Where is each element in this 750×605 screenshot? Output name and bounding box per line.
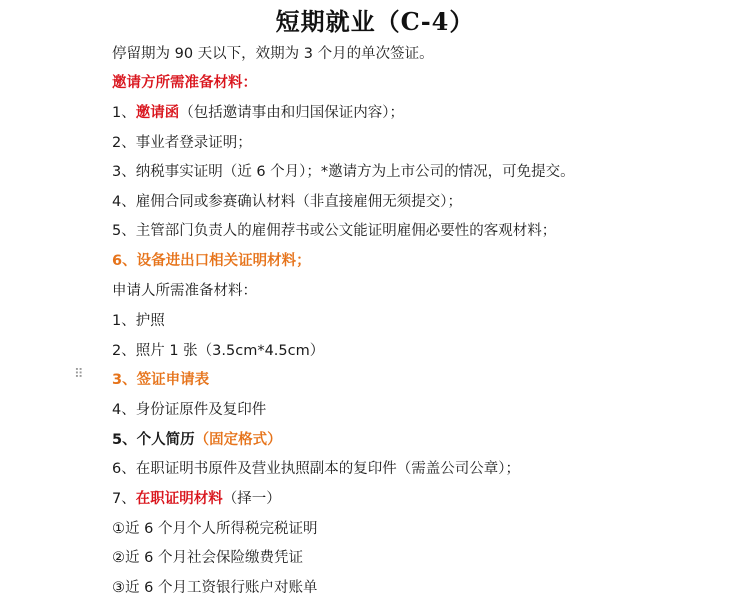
item-number: 6、 bbox=[112, 253, 137, 269]
applicant-item-1 bbox=[112, 311, 165, 331]
item-text: 设备进出口相关证明材料； bbox=[136, 253, 311, 269]
applicant-item-4 bbox=[112, 400, 266, 420]
employment-proof-highlight: 在职证明材料 bbox=[135, 491, 223, 507]
item-number: 5、 bbox=[112, 223, 136, 239]
proof-option-1: ①近 6 个月个人所得税完税证明 bbox=[112, 521, 318, 537]
proof-option-2: ②近 6 个月社会保险缴费凭证 bbox=[112, 550, 303, 566]
item-number: 4、 bbox=[112, 402, 136, 418]
item-number: 5、 bbox=[112, 432, 137, 448]
intro-text: 停留期为 90 天以下，效期为 3 个月的单次签证。 bbox=[112, 46, 434, 62]
item-text: 事业者登录证明； bbox=[135, 135, 252, 151]
inviter-materials-header: 邀请方所需准备材料： bbox=[112, 75, 257, 91]
item-number: 3、 bbox=[112, 164, 136, 180]
item-text: 纳税事实证明（近 6 个月）；*邀请方为上市公司的情况，可免提交。 bbox=[135, 164, 575, 180]
item-number: 3、 bbox=[112, 372, 137, 388]
applicant-item-6 bbox=[112, 459, 520, 479]
fixed-format-highlight: （固定格式） bbox=[194, 432, 282, 448]
applicant-materials-header: 申请人所需准备材料： bbox=[112, 283, 257, 299]
inviter-item-2 bbox=[112, 133, 252, 153]
item-number: 2、 bbox=[112, 135, 136, 151]
drag-handle-icon[interactable]: ⠿ bbox=[74, 367, 85, 382]
item-text: （包括邀请事由和归国保证内容）； bbox=[179, 105, 404, 121]
item-number: 2、 bbox=[112, 343, 136, 359]
applicant-item-3 bbox=[112, 370, 209, 390]
item-text: 主管部门负责人的雇佣荐书或公文能证明雇佣必要性的客观材料； bbox=[135, 223, 557, 239]
item-number: 4、 bbox=[112, 194, 136, 210]
item-text: （择一） bbox=[222, 491, 281, 507]
inviter-item-5 bbox=[112, 221, 556, 241]
item-text: 身份证原件及复印件 bbox=[135, 402, 267, 418]
invitation-letter-highlight: 邀请函 bbox=[135, 105, 180, 121]
inviter-item-6 bbox=[112, 251, 311, 271]
item-text: 在职证明书原件及营业执照副本的复印件（需盖公司公章）； bbox=[135, 461, 520, 477]
applicant-item-2 bbox=[112, 341, 324, 361]
item-text: 护照 bbox=[135, 313, 165, 329]
item-text: 雇佣合同或参赛确认材料（非直接雇佣无须提交）； bbox=[135, 194, 462, 210]
inviter-item-1 bbox=[112, 103, 404, 123]
item-number: 1、 bbox=[112, 105, 136, 121]
applicant-item-7 bbox=[112, 489, 281, 509]
proof-option-3: ③近 6 个月工资银行账户对账单 bbox=[112, 580, 318, 596]
inviter-item-4 bbox=[112, 192, 462, 212]
inviter-item-3 bbox=[112, 162, 575, 182]
item-number: 6、 bbox=[112, 461, 136, 477]
item-text: 签证申请表 bbox=[136, 372, 210, 388]
item-number: 1、 bbox=[112, 313, 136, 329]
item-number: 7、 bbox=[112, 491, 136, 507]
item-text: 照片 1 张（3.5cm*4.5cm） bbox=[135, 343, 325, 359]
page-title: 短期就业（C-4） bbox=[275, 7, 475, 36]
item-text: 个人简历 bbox=[136, 432, 195, 448]
applicant-item-5 bbox=[112, 430, 282, 450]
